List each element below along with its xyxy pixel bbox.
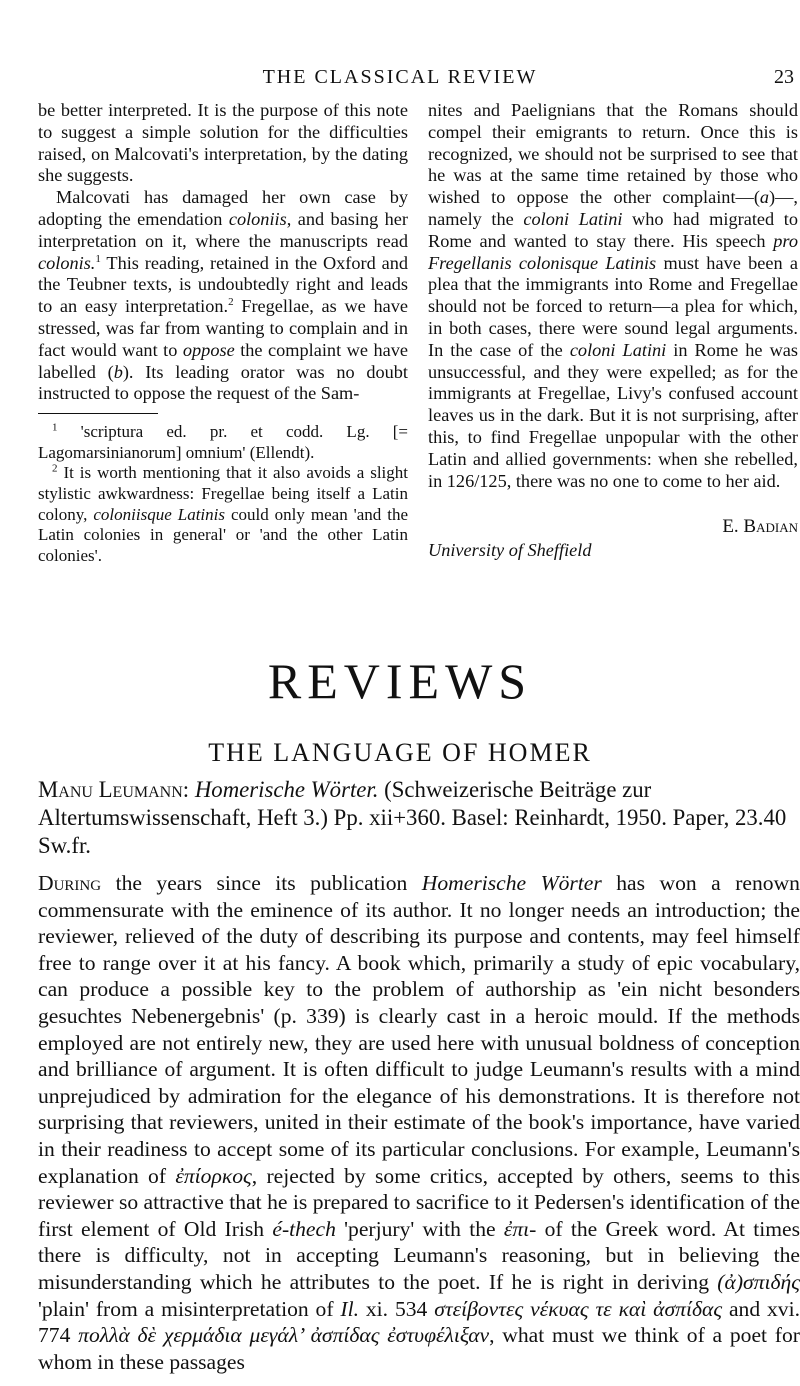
footnote-divider (38, 413, 158, 414)
footnote: $^1$ 'scriptura ed. pr. et codd. Lg. [= Lagomarsinianorum] omnium' (Ellendt). (38, 421, 408, 462)
right-column (428, 100, 798, 562)
author-affiliation: University of Sheffield (428, 540, 592, 561)
author-signature: E. Badian (722, 516, 798, 538)
section-heading: THE LANGUAGE OF HOMER (208, 738, 592, 767)
footnote: $^2$ It is worth mentioning that it also avoids a slight stylistic awkwardness: Fregellae being itself a Latin colony, coloniisque Latinis could only mean 'and the Latin colonies in general' or 'and the other Latin colonies'. (38, 462, 408, 565)
page-number: 23 (774, 66, 794, 88)
left-column (38, 100, 408, 566)
citation-author: Manu Leumann (38, 777, 183, 802)
paragraph: be better interpreted. It is the purpose of this note to suggest a simple solution for the difficulties raised, on Malcovati's interpretation, by the dating she suggests. (38, 100, 408, 186)
paragraph: Malcovati has damaged her own case by adopting the emendation coloniis, and basing her interpretation on it, where the manuscripts read colonis.$^1$ This reading, retained in the Oxford and the Teubner texts, is undoubtedly right and leads to an easy interpretation.$^2$ Fregellae, as we have stressed, was far from wanting to complain and in fact would want to oppose the complaint we have labelled (b). Its leading orator was no doubt instructed to oppose the request of the Sam- (38, 187, 409, 404)
running-head (0, 0, 800, 88)
paragraph: nites and Paelignians that the Romans should compel their emigrants to return. Once this is recognized, we should not be surprised to see that he was at the same time retained by those who wished to oppose the other complaint—(a)—, namely the coloni Latini who had migrated to Rome and wanted to stay there. His speech pro Fregellanis colonisque Latinis must have been a plea that the immigrants into Rome and Fregellae should not be forced to return—a plea for which, in both cases, there were sound legal arguments. In the case of the coloni Latini in Rome he was unsuccessful, and they were expelled; as for the immigrants at Fregellae, Livy's confused account leaves us in the dark. But it is not surprising, after this, to find Fregellae unpopular with the other Latin and allied governments: when she rebelled, in 126/125, there was no one to come to her aid. (428, 100, 799, 491)
book-citation: Manu Leumann: Homerische Wörter. (Schweizerische Beiträge zur Altertumswissenschaft, Heft 3.) Pp. xii+360. Basel: Reinhardt, 1950. Paper, 23.40 Sw.fr. (38, 777, 787, 858)
journal-title: THE CLASSICAL REVIEW (262, 66, 538, 88)
citation-title: Homerische Wörter. (194, 777, 379, 802)
review-text: During the years since its publication Homerische Wörter has won a renown commensurate with the eminence of its author. It no longer needs an introduction; the reviewer, relieved of the duty of describing its purpose and contents, may feel himself free to range over it at his fancy. A book which, primarily a study of epic vocabulary, can produce a possible key to the problem of authorship as 'ein nicht besonders gesuchtes Nebenergebnis' (p. 339) is clearly cast in a heroic mould. If the methods employed are not entirely new, they are used here with unusual boldness of conception and brilliance of argument. It is often difficult to judge Leumann's results with a mind unprejudiced by admiration for the elegance of his demonstrations. It is therefore not surprising that reviewers, united in their estimate of the book's importance, have varied in their readiness to accept some of its particular conclusions. For example, Leumann's explanation of ἐπίορκος, rejected by some critics, accepted by others, seems to this reviewer so attractive that he is prepared to sacrifice to it Pedersen's identification of the first element of Old Irish é-thech 'perjury' with the ἐπι- of the Greek word. At times there is difficulty, not in accepting Leumann's reasoning, but in believing the misunderstanding which he attributes to the poet. If he is right in deriving (ἀ)σπιδής 'plain' from a misinterpretation of Il. xi. 534 στείβοντες νέκυας τε καὶ ἀσπίδας and xvi. 774 πολλὰ δὲ χερμάδια μεγάλ’ ἀσπίδας ἐστυφέλιξαν, what must we think of a poet for whom in these passages (38, 871, 800, 1374)
reviews-heading: REVIEWS (267, 653, 533, 709)
footnote-ref[interactable]: 2 (228, 296, 234, 309)
footnote-ref[interactable]: 1 (95, 252, 101, 265)
